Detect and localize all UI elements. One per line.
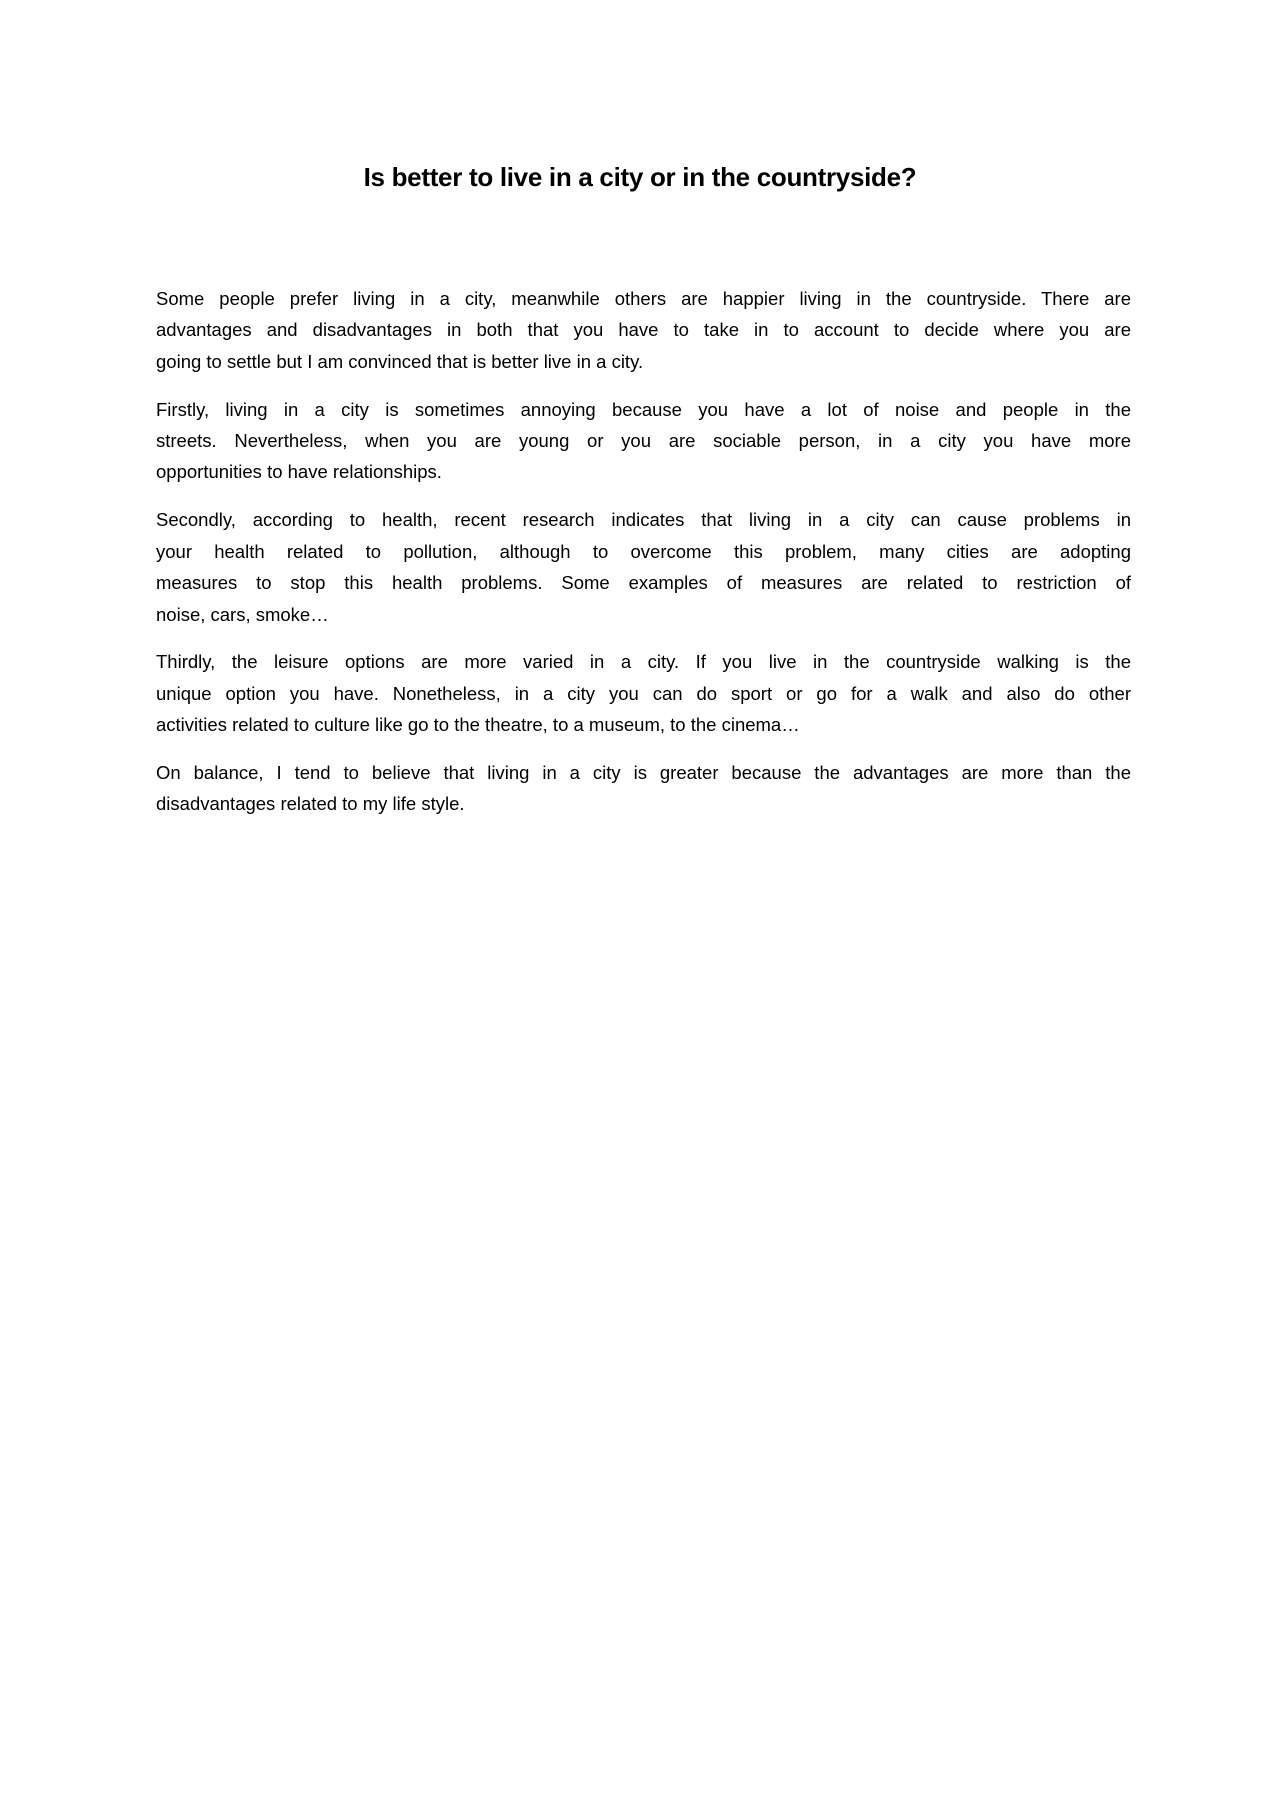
text-line: advantages and disadvantages in both that you have to take in to account to decide where you are [156,319,1131,341]
text-line: Secondly, according to health, recent research indicates that living in a city can cause problems in [156,509,1131,531]
paragraph-thirdly [156,646,1131,740]
text-line: Some people prefer living in a city, meanwhile others are happier living in the countryside. There are [156,288,1131,309]
text-line: noise, cars, smoke… [156,603,329,625]
text-line: activities related to culture like go to the theatre, to a museum, to the cinema… [156,714,800,736]
text-line: On balance, I tend to believe that living in a city is greater because the advantages are more than the [156,762,1131,784]
paragraph-secondly [156,504,1131,630]
document-body [156,283,1131,836]
paragraph-firstly [156,394,1131,488]
text-line: opportunities to have relationships. [156,461,442,483]
text-line: going to settle but I am convinced that is better live in a city. [156,350,644,372]
text-line: measures to stop this health problems. Some examples of measures are related to restriction of [156,572,1131,594]
document-title: Is better to live in a city or in the countryside? [363,162,917,192]
text-line: disadvantages related to my life style. [156,793,465,815]
text-line: Thirdly, the leisure options are more varied in a city. If you live in the countryside walking is the [156,651,1131,673]
text-line: Firstly, living in a city is sometimes annoying because you have a lot of noise and people in the [156,398,1131,420]
paragraph-conclusion [156,757,1131,820]
text-line: your health related to pollution, although to overcome this problem, many cities are adopting [156,540,1131,562]
text-line: streets. Nevertheless, when you are young or you are sociable person, in a city you have more [156,430,1131,452]
paragraph-intro [156,283,1131,377]
text-line: unique option you have. Nonetheless, in a city you can do sport or go for a walk and also do other [156,682,1131,704]
